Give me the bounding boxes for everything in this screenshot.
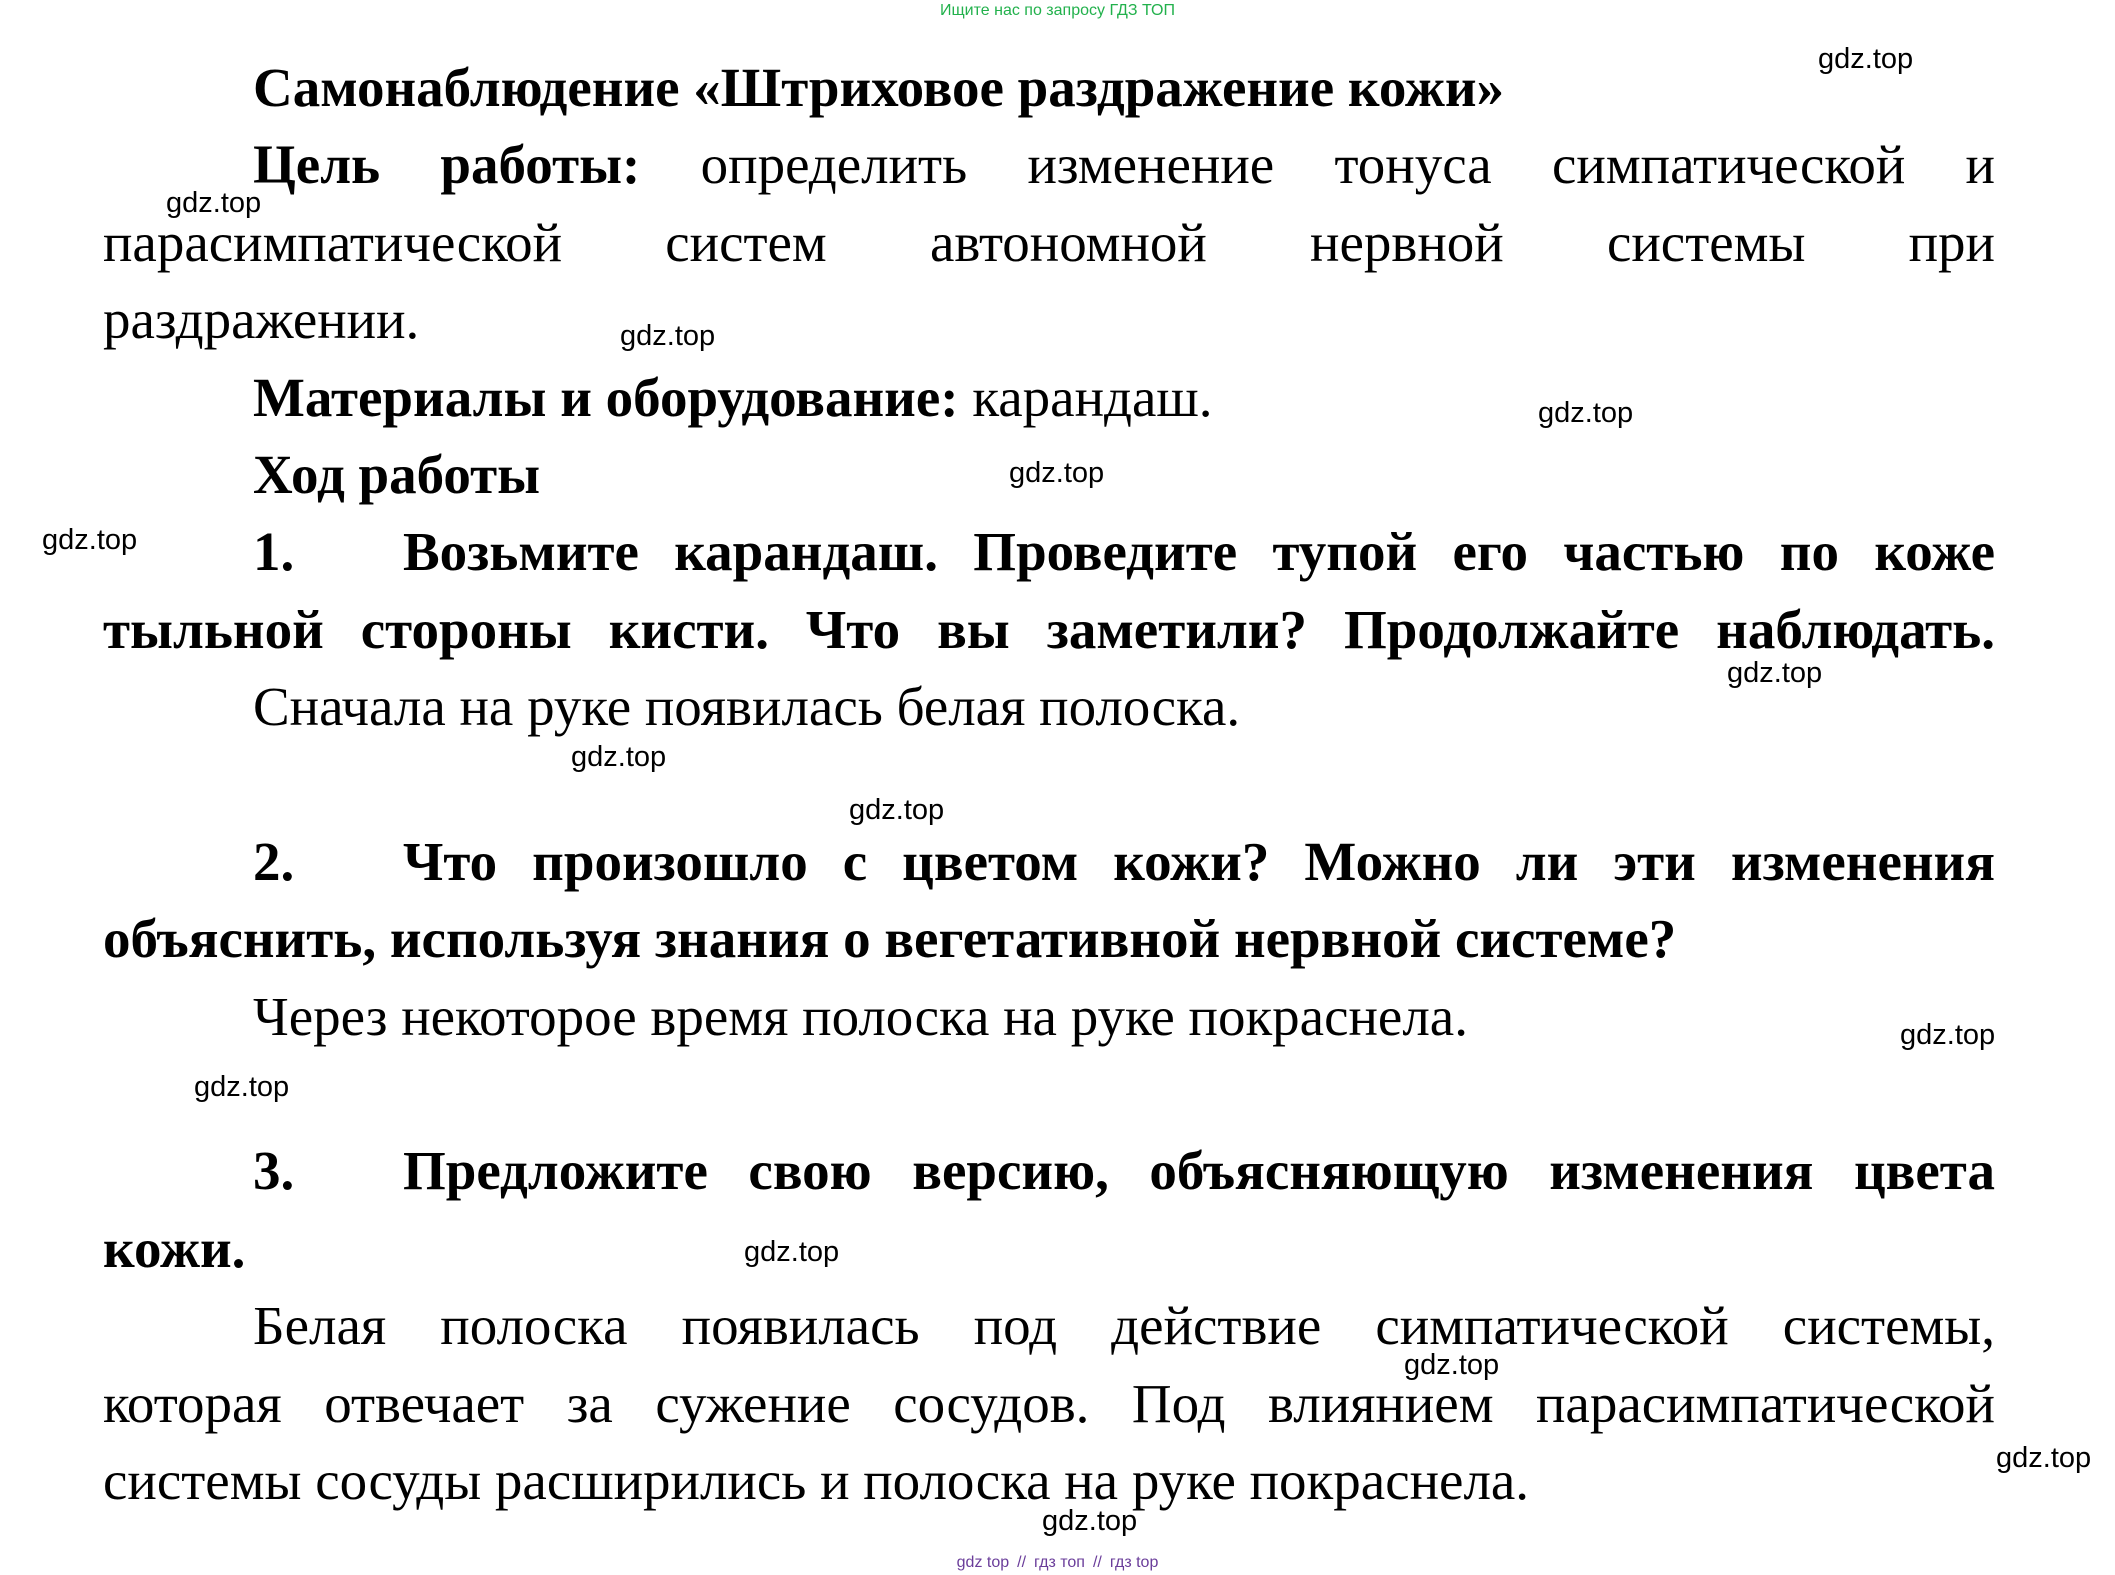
spacer [103, 746, 1995, 823]
page-title: Самонаблюдение «Штриховое раздражение кожи» [253, 57, 1505, 118]
goal-line-2: парасимпатической систем автономной нервной системы при [103, 211, 1995, 273]
step-2-question-text-1: Что произошло с цветом кожи? Можно ли эти изменения [403, 830, 1995, 892]
step-2-question-line-1 [103, 823, 1995, 900]
footer-separator: // [1017, 1554, 1027, 1571]
watermark: gdz.top [166, 187, 262, 219]
watermark: gdz.top [1996, 1442, 2092, 1474]
materials-line [103, 359, 1995, 436]
step-1-question-line-2: тыльной стороны кисти. Что вы заметили? Продолжайте наблюдать. [103, 598, 1995, 660]
watermark: gdz.top [571, 741, 667, 773]
spacer [103, 1055, 1995, 1132]
watermark: gdz.top [744, 1236, 840, 1268]
step-3-number: 3. [253, 1140, 295, 1202]
watermark: gdz.top [1404, 1349, 1500, 1381]
step-3-question-text-1: Предложите свою версию, объясняющую изменения цвета [403, 1140, 1995, 1202]
document-body [103, 49, 1995, 1519]
watermark: gdz.top [1818, 43, 1914, 75]
step-1-answer: Сначала на руке появилась белая полоска. [253, 676, 1241, 738]
watermark: gdz.top [1900, 1019, 1996, 1051]
step-3-answer-line-3: системы сосуды расширились и полоска на руке покраснела. [103, 1450, 1530, 1512]
footer-links [0, 1552, 2115, 1574]
procedure-heading: Ход работы [253, 443, 541, 505]
step-3-question-line-1 [103, 1132, 1995, 1209]
goal-line-3: раздражении. [103, 289, 420, 351]
footer-link-gdz-top[interactable]: gdz top [956, 1554, 1010, 1571]
watermark: gdz.top [1009, 457, 1105, 489]
watermark: gdz.top [194, 1071, 290, 1103]
materials-label: Материалы и оборудование: [253, 366, 959, 428]
watermark: gdz.top [1727, 657, 1823, 689]
step-1-question-text-1: Возьмите карандаш. Проведите тупой его частью по коже [403, 521, 1995, 583]
goal-label: Цель работы: [253, 134, 641, 196]
footer-link-gdz-top-ru[interactable]: гдз топ [1034, 1554, 1085, 1571]
top-banner: Ищите нас по запросу ГДЗ ТОП [940, 2, 1175, 19]
watermark: gdz.top [1538, 397, 1634, 429]
step-3-question-line-2: кожи. [103, 1217, 246, 1279]
watermark: gdz.top [620, 320, 716, 352]
step-2-question-line-2: объяснить, используя знания о вегетативной нервной системе? [103, 908, 1677, 970]
step-2-answer: Через некоторое время полоска на руке покраснела. [253, 985, 1468, 1047]
watermark: gdz.top [1042, 1505, 1138, 1537]
step-2-number: 2. [253, 830, 295, 892]
materials-value: карандаш. [958, 366, 1213, 428]
footer-separator: // [1092, 1554, 1102, 1571]
step-3-answer-line-1: Белая полоска появилась под действие симпатической системы, [253, 1295, 1995, 1357]
watermark: gdz.top [849, 794, 945, 826]
goal-line-1 [103, 126, 1995, 203]
step-3-answer-line-2: которая отвечает за сужение сосудов. Под влиянием парасимпатической [103, 1372, 1995, 1434]
step-1-number: 1. [253, 521, 295, 583]
watermark: gdz.top [42, 524, 138, 556]
step-1-question-line-1 [103, 513, 1995, 590]
goal-text-1: определить изменение тонуса симпатической и [700, 134, 1995, 196]
footer-link-gdz-top-mixed[interactable]: гдз top [1109, 1554, 1159, 1571]
